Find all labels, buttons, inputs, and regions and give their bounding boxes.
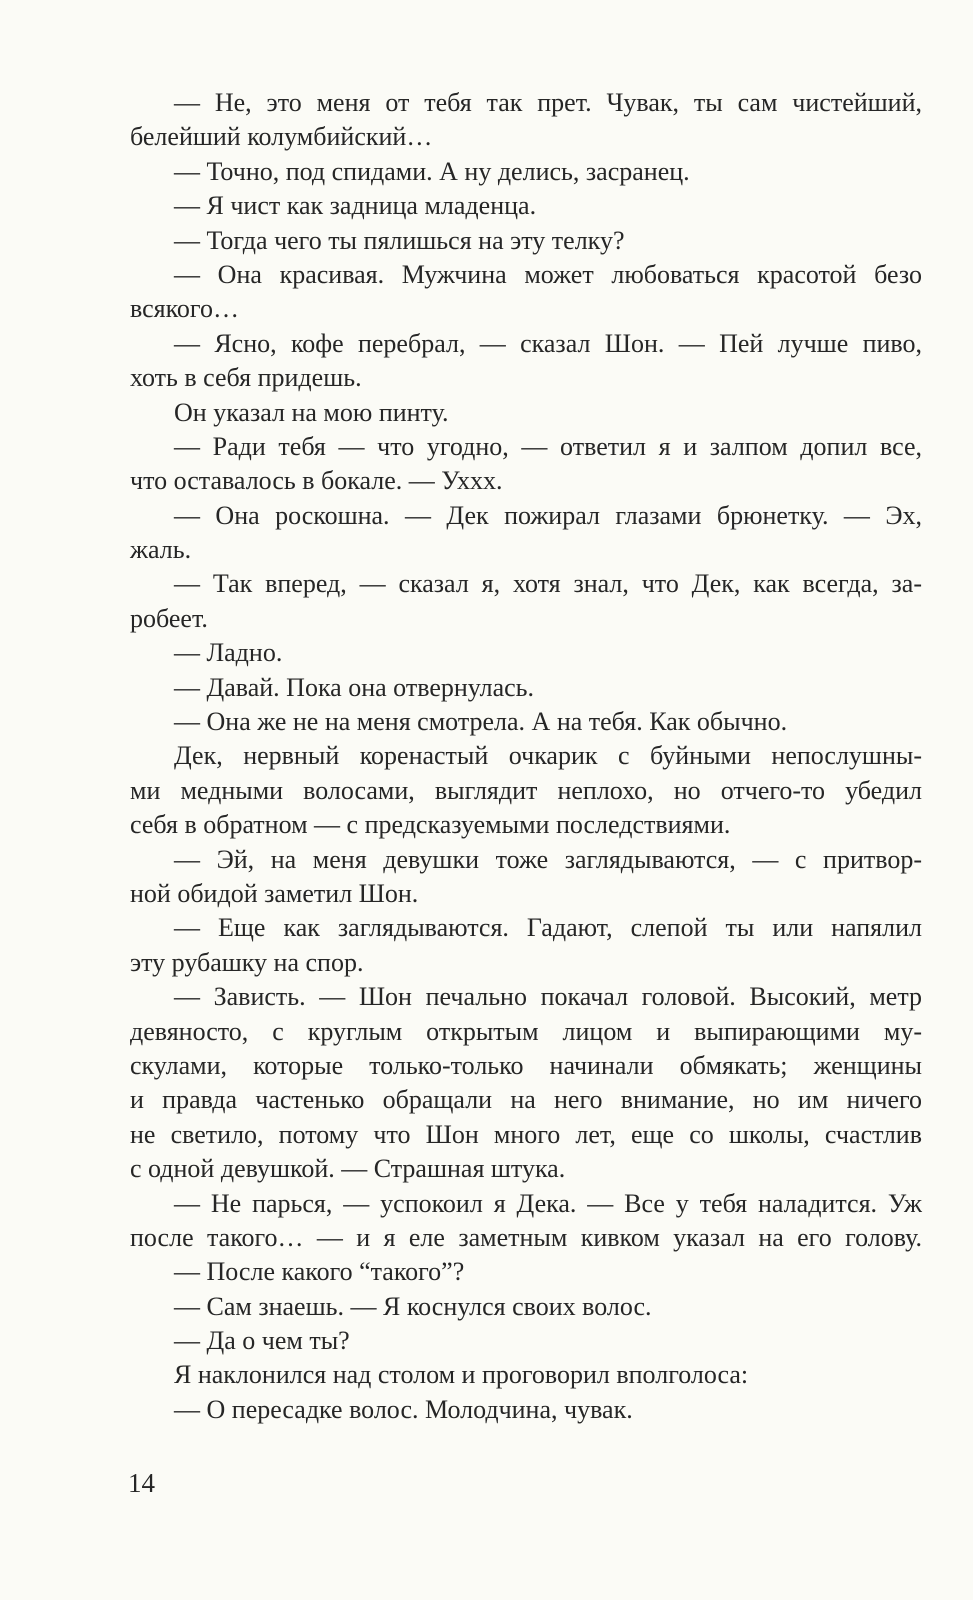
text-line: всякого… <box>130 294 239 324</box>
text-line: — Сам знаешь. — Я коснулся своих волос. <box>174 1291 652 1321</box>
text-line: — Она же не на меня смотрела. А на тебя. Как обычно. <box>174 707 788 737</box>
text-line: — Она красивая. Мужчина может любоваться красотой безо <box>174 259 922 289</box>
text-line: белейший колумбийский… <box>130 122 433 152</box>
text-line: после такого… — и я еле заметным кивком указал на его голову. <box>130 1222 922 1252</box>
text-line: — Ладно. <box>174 638 283 668</box>
text-line: — Не, это меня от тебя так прет. Чувак, ты сам чистейший, <box>174 88 922 117</box>
text-line: — Давай. Пока она отвернулась. <box>174 672 535 702</box>
text-line: — Тогда чего ты пялишься на эту телку? <box>174 225 625 255</box>
text-line: себя в обратном — с предсказуемыми последствиями. <box>130 810 731 840</box>
text-line: ной обидой заметил Шон. <box>130 878 419 908</box>
text-line: что оставалось в бокале. — Ухxx. <box>130 466 503 496</box>
text-line: — Не парься, — успокоил я Дека. — Все у тебя наладится. Уж <box>174 1188 922 1218</box>
text-line: и правда частенько обращали на него внимание, но им ничего <box>130 1085 922 1115</box>
text-line: — Зависть. — Шон печально покачал головой. Высокий, метр <box>174 982 922 1012</box>
text-line: робеет. <box>130 603 208 633</box>
text-line: — Ясно, кофе перебрал, — сказал Шон. — Пей лучше пиво, <box>174 328 922 358</box>
text-line: с одной девушкой. — Страшная штука. <box>130 1154 566 1184</box>
text-line: хоть в себя придешь. <box>130 363 362 393</box>
text-line: девяносто, с круглым открытым лицом и выпирающими му- <box>130 1016 922 1046</box>
text-line: — Ради тебя — что угодно, — ответил я и залпом допил все, <box>174 431 922 461</box>
text-line: Я наклонился над столом и проговорил вполголоса: <box>174 1360 749 1390</box>
text-line: не светило, потому что Шон много лет, еще со школы, счастлив <box>130 1119 922 1149</box>
text-line: — После какого “такого”? <box>174 1257 465 1287</box>
text-line: эту рубашку на спор. <box>130 947 364 977</box>
text-line: скулами, которые только-только начинали обмякать; женщины <box>130 1050 922 1080</box>
text-line: — Еще как заглядываются. Гадают, слепой ты или напялил <box>174 913 922 943</box>
body-text <box>130 86 922 1427</box>
text-line: — Да о чем ты? <box>174 1326 350 1356</box>
text-line: — Так вперед, — сказал я, хотя знал, что Дек, как всегда, за- <box>174 569 922 599</box>
text-line: ми медными волосами, выглядит неплохо, но отчего-то убедил <box>130 775 922 805</box>
page-number: 14 <box>128 1468 155 1498</box>
text-line: Дек, нервный коренастый очкарик с буйными непослушны- <box>174 741 922 771</box>
text-line: — Точно, под спидами. А ну делись, засранец. <box>174 156 690 186</box>
text-line: — О пересадке волос. Молодчина, чувак. <box>174 1394 633 1424</box>
text-line: жаль. <box>130 535 192 565</box>
text-line: — Эй, на меня девушки тоже заглядываются, — с притвор- <box>174 844 922 874</box>
text-line: — Она роскошна. — Дек пожирал глазами брюнетку. — Эх, <box>174 500 922 530</box>
text-line: Он указал на мою пинту. <box>174 397 449 427</box>
text-line: — Я чист как задница младенца. <box>174 191 537 221</box>
